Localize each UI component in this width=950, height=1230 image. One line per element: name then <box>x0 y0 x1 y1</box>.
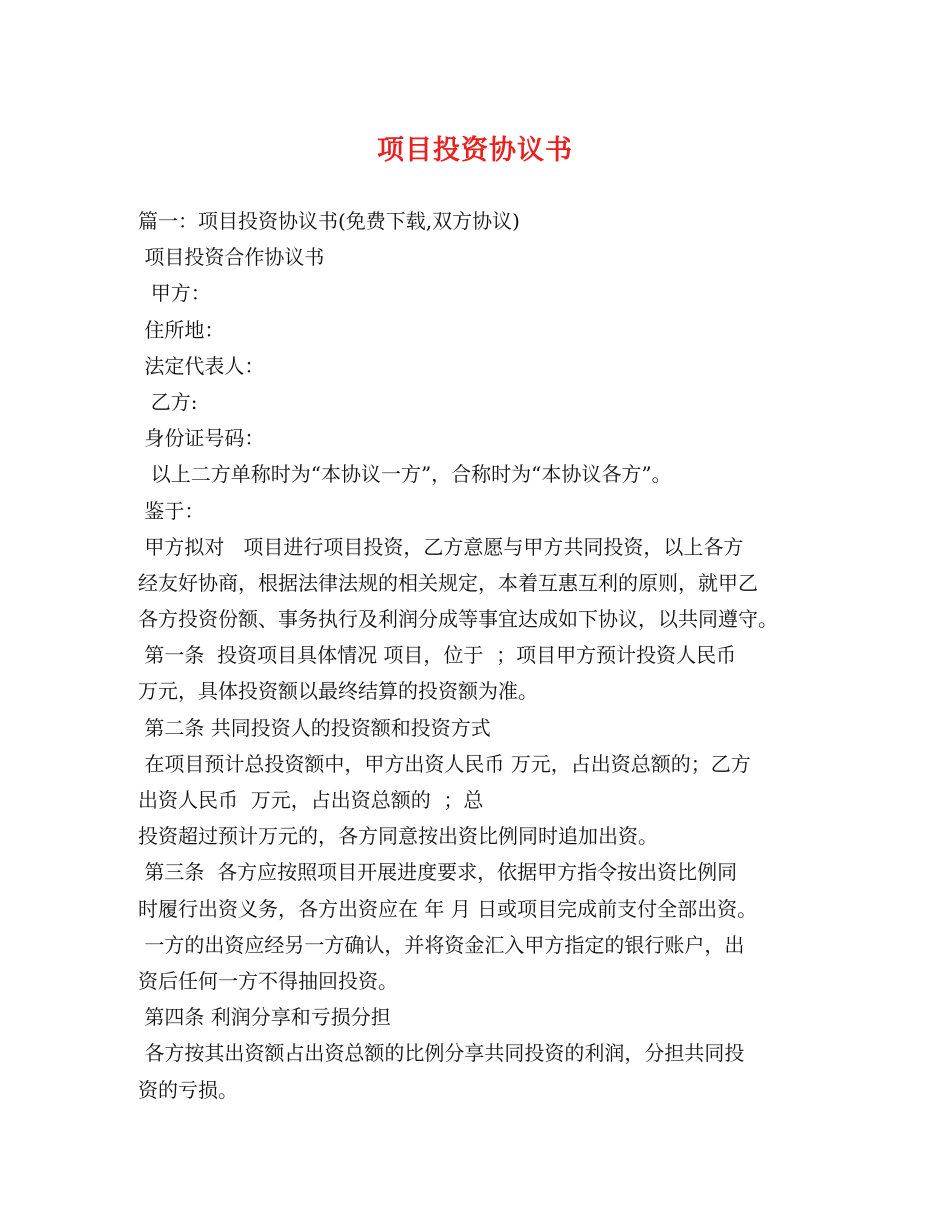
body-line: 资后任何一方不得抽回投资。 <box>138 968 398 993</box>
body-line: 乙方: <box>138 389 198 414</box>
body-line: 篇一：项目投资协议书(免费下载,双方协议) <box>138 209 520 233</box>
body-line: 投资超过预计万元的，各方同意按出资比例同时追加出资。 <box>138 824 658 849</box>
body-line: 第三条 各方应按照项目开展进度要求，依据甲方指令按出资比例同 <box>138 860 738 885</box>
body-line: 万元，具体投资额以最终结算的投资额为准。 <box>138 679 538 704</box>
body-line: 项目投资合作协议书 <box>138 245 325 270</box>
document-title: 项目投资协议书 <box>377 135 573 166</box>
body-line: 经友好协商，根据法律法规的相关规定，本着互惠互利的原则，就甲乙 <box>138 570 758 595</box>
body-line: 第四条 利润分享和亏损分担 <box>138 1005 391 1030</box>
body-line: 各方按其出资额占出资总额的比例分享共同投资的利润，分担共同投 <box>138 1041 745 1066</box>
document-body <box>138 203 818 1108</box>
body-line: 身份证号码： <box>138 426 265 451</box>
body-line: 第二条 共同投资人的投资额和投资方式 <box>138 715 491 740</box>
body-line: 甲方： <box>138 281 211 306</box>
body-line: 法定代表人： <box>138 353 265 378</box>
body-line: 甲方拟对 项目进行项目投资，乙方意愿与甲方共同投资，以上各方 <box>138 534 744 559</box>
body-line: 在项目预计总投资额中，甲方出资人民币 万元，占出资总额的；乙方 <box>138 751 751 776</box>
body-line: 第一条 投资项目具体情况 项目，位于 ；项目甲方预计投资人民币 <box>138 643 737 668</box>
body-line: 各方投资份额、事务执行及利润分成等事宜达成如下协议，以共同遵守。 <box>138 607 778 632</box>
body-line: 资的亏损。 <box>138 1077 238 1102</box>
body-line: 时履行出资义务，各方出资应在 年 月 日或项目完成前支付全部出资。 <box>138 896 758 921</box>
body-line: 鉴于： <box>138 498 205 523</box>
body-line: 一方的出资应经另一方确认，并将资金汇入甲方指定的银行账户，出 <box>138 932 745 957</box>
body-line: 以上二方单称时为“本协议一方”，合称时为“本协议各方”。 <box>138 462 672 487</box>
body-line: 住所地： <box>138 317 225 342</box>
body-line: 出资人民币 万元，占出资总额的 ；总 <box>138 788 484 812</box>
